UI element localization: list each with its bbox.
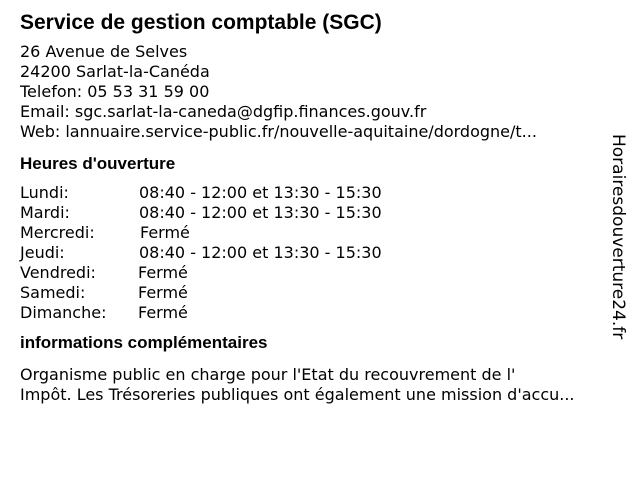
email-line: Email: sgc.sarlat-la-caneda@dgfip.finances.gouv.fr [20,102,427,121]
day-hours: 08:40 - 12:00 et 13:30 - 15:30 [139,203,382,222]
day-hours: 08:40 - 12:00 et 13:30 - 15:30 [139,243,382,262]
info-line-1: Organisme public en charge pour l'Etat du recouvrement de l' [20,365,516,384]
day-label: Mardi: [20,203,70,222]
additional-info-heading: informations complémentaires [20,333,268,352]
opening-hours-section [20,154,620,323]
day-hours: Fermé [138,263,188,282]
hours-row-monday [20,183,620,203]
day-hours: 08:40 - 12:00 et 13:30 - 15:30 [139,183,382,202]
info-line-2: Impôt. Les Trésoreries publiques ont également une mission d'accu... [20,385,575,404]
site-watermark [606,134,636,374]
phone-line: Telefon: 05 53 31 59 00 [20,82,210,101]
hours-row-thursday [20,243,620,263]
day-hours: Fermé [138,283,188,302]
page-title: Service de gestion comptable (SGC) [20,11,382,34]
hours-row-friday [20,263,620,283]
address-street: 26 Avenue de Selves [20,42,188,61]
hours-row-saturday [20,283,620,303]
opening-hours-heading: Heures d'ouverture [20,154,176,173]
day-hours: Fermé [138,303,188,322]
day-label: Samedi: [20,283,86,302]
hours-row-wednesday [20,223,620,243]
day-label: Mercredi: [20,223,95,242]
day-label: Lundi: [20,183,69,202]
address-city: 24200 Sarlat-la-Canéda [20,62,210,81]
day-label: Dimanche: [20,303,107,322]
site-watermark-text: Horairesdouverture24.fr [608,134,628,340]
additional-info-text [20,365,620,405]
day-label: Jeudi: [20,243,65,262]
page-content [20,10,620,405]
web-line: Web: lannuaire.service-public.fr/nouvelle-aquitaine/dordogne/t... [20,122,537,141]
address-block [20,42,620,142]
hours-row-tuesday [20,203,620,223]
day-hours: Fermé [140,223,190,242]
day-label: Vendredi: [20,263,96,282]
hours-row-sunday [20,303,620,323]
